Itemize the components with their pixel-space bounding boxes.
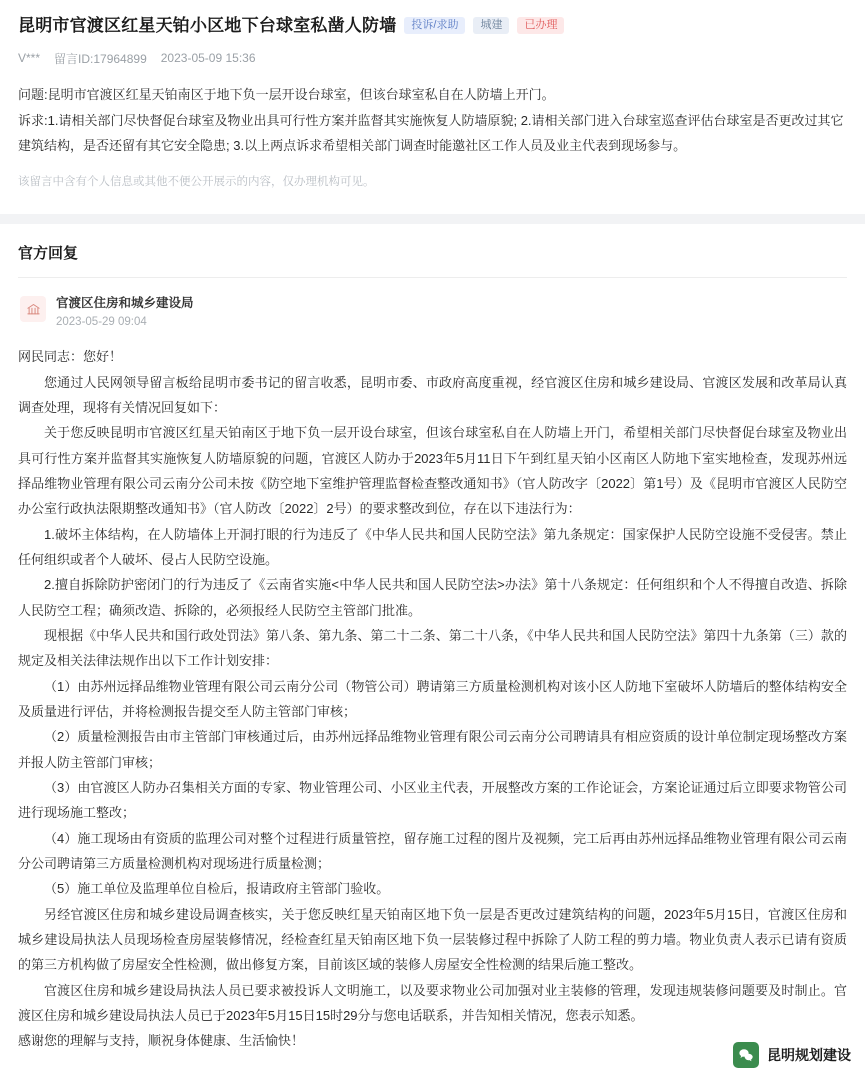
reply-paragraph: （4）施工现场由有资质的监理公司对整个过程进行质量管控，留存施工过程的图片及视频，完工后再由苏州远择品维物业管理有限公司云南分公司聘请第三方质量检测机构对现场进行质量检测； <box>18 830 847 872</box>
department-info <box>56 294 194 328</box>
reply-paragraph: （3）由官渡区人防办召集相关方面的专家、物业管理公司、小区业主代表，开展整改方案的工作论证会，方案论证通过后立即要求物管公司进行现场施工整改； <box>18 780 847 821</box>
government-building-icon <box>20 296 46 322</box>
reply-paragraph: 1.破坏主体结构，在人防墙体上开洞打眼的行为违反了《中华人民共和国人民防空法》第九条规定：国家保护人民防空设施不受侵害。禁止任何组织或者个人破坏、侵占人民防空设施。 <box>18 526 847 567</box>
post-body <box>18 83 847 159</box>
appeal-label: 诉求: <box>18 113 48 129</box>
wechat-account-name: 昆明规划建设 <box>767 1046 851 1063</box>
privacy-notice: 该留言中含有个人信息或其他不便公开展示的内容，仅办理机构可见。 <box>18 175 375 188</box>
appeal-text: 1.请相关部门尽快督促台球室及物业出具可行性方案并监督其实施恢复人防墙原貌; 2.请相关部门进入台球室巡查评估台球室是否更改过其它建筑结构，是否还留有其它安全隐患; 3.以上两点诉求希望相关部门调查时能邀社区工作人员及业主代表到现场参与。 <box>18 113 844 154</box>
section-divider <box>0 214 865 224</box>
author-name: V*** <box>18 51 41 66</box>
reply-paragraph: 官渡区住房和城乡建设局执法人员已要求被投诉人文明施工，以及要求物业公司加强对业主装修的管理，发现违规装修问题要及时制止。官渡区住房和城乡建设局执法人员已于2023年5月15日15时29分与您电话联系，并告知相关情况，您表示知悉。 <box>18 982 847 1024</box>
post-datetime: 2023-05-09 15:36 <box>160 51 256 66</box>
department-name: 官渡区住房和城乡建设局 <box>56 296 194 311</box>
reply-paragraph: 网民同志：您好！ <box>18 349 123 365</box>
reply-paragraph: （1）由苏州远择品维物业管理有限公司云南分公司（物管公司）聘请第三方质量检测机构对该小区人防地下室破坏人防墙后的整体结构安全及质量进行评估，并将检测报告提交至人防主管部门审核； <box>18 678 847 719</box>
wechat-account-badge[interactable] <box>733 1042 851 1068</box>
question-label: 问题: <box>18 86 48 102</box>
reply-body <box>18 344 847 1054</box>
tag-type[interactable]: 投诉/求助 <box>404 17 465 34</box>
department-date: 2023-05-29 09:04 <box>56 316 147 329</box>
reply-paragraph: （5）施工单位及监理单位自检后，报请政府主管部门验收。 <box>44 881 390 897</box>
reply-paragraph: 关于您反映昆明市官渡区红星天铂南区于地下负一层开设台球室，但该台球室私自在人防墙上开门，希望相关部门尽快督促台球室及物业出具可行性方案并监督其实施恢复人防墙原貌的问题，官渡区人防办于2023年5月11日下午到红星天铂小区南区人防地下室实地检查，发现苏州远择品维物业管理有限公司云南分公司未按《防空地下室维护管理监督检查整改通知书》（官人防改字〔2022〕第1号）及《昆明市官渡区人民防空办公室行政执法限期整改通知书》（官人防改〔2022〕2号）的要求整改到位，存在以下违法行为： <box>18 425 847 517</box>
reply-paragraph: 感谢您的理解与支持，顺祝身体健康、生活愉快！ <box>18 1033 305 1049</box>
reply-paragraph: 您通过人民网领导留言板给昆明市委书记的留言收悉，昆明市委、市政府高度重视，经官渡区住房和城乡建设局、官渡区发展和改革局认真调查处理，现将有关情况回复如下： <box>18 374 847 415</box>
reply-paragraph: 2.擅自拆除防护密闭门的行为违反了《云南省实施<中华人民共和国人民防空法>办法》第十八条规定：任何组织和个人不得擅自改造、拆除人民防空工程；确须改造、拆除的，必须报经人民防空主管部门批准。 <box>18 577 847 618</box>
post-card <box>0 0 865 214</box>
page-title: 昆明市官渡区红星天铂小区地下台球室私凿人防墙 <box>18 16 397 35</box>
official-reply-card <box>0 224 865 1079</box>
title-row <box>18 14 847 38</box>
reply-paragraph: 另经官渡区住房和城乡建设局调查核实，关于您反映红星天铂南区地下负一层是否更改过建筑结构的问题，2023年5月15日，官渡区住房和城乡建设局执法人员现场检查房屋装修情况，经检查红星天铂南区地下负一层装修过程中拆除了人防工程的剪力墙。物业负责人表示已请有资质的第三方机构做了房屋安全性检测，做出修复方案，目前该区域的装修人房屋安全性检测的结果后施工整改。 <box>18 906 847 973</box>
tag-category[interactable]: 城建 <box>473 17 509 34</box>
question-line <box>18 83 847 108</box>
reply-heading: 官方回复 <box>18 245 79 263</box>
wechat-icon <box>733 1042 759 1068</box>
reply-paragraph: （2）质量检测报告由市主管部门审核通过后，由苏州远择品维物业管理有限公司云南分公司聘请具有相应资质的设计单位制定现场整改方案并报人防主管部门审核； <box>18 729 847 770</box>
question-text: 昆明市官渡区红星天铂南区于地下负一层开设台球室，但该台球室私自在人防墙上开门。 <box>47 86 555 102</box>
appeal-line <box>18 109 847 158</box>
message-id: 留言ID:17964899 <box>54 51 147 66</box>
post-meta <box>18 50 847 67</box>
reply-paragraph: 现根据《中华人民共和国行政处罚法》第八条、第九条、第二十二条、第二十八条，《中华人民共和国人民防空法》第四十九条第（三）款的规定及相关法律法规作出以下工作计划安排： <box>18 627 847 669</box>
department-row <box>18 278 847 334</box>
status-badge: 已办理 <box>517 17 564 34</box>
